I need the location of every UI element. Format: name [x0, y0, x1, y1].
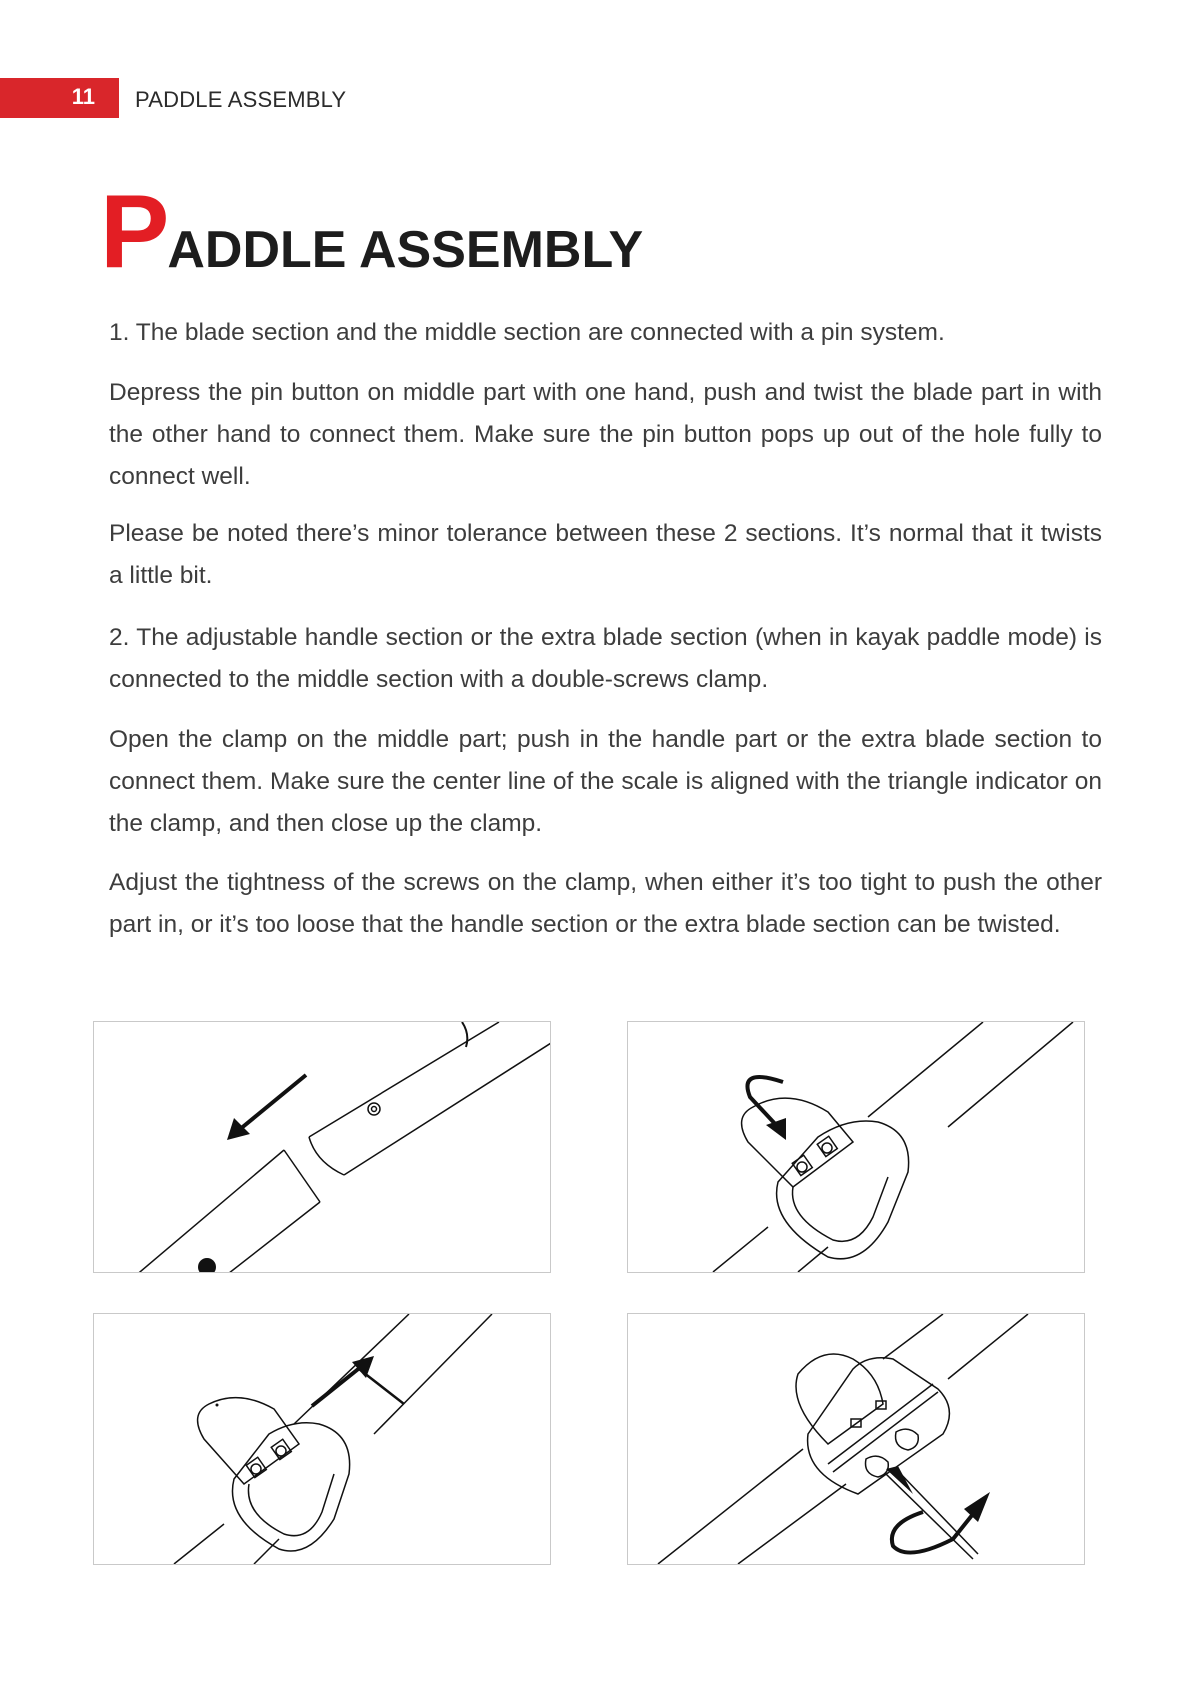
pin-hole-icon — [198, 1258, 216, 1272]
page-number: 11 — [71, 84, 95, 109]
figure-push-in-handle — [93, 1313, 551, 1565]
figure-pin-connection — [93, 1021, 551, 1273]
open-clamp-illustration — [628, 1022, 1084, 1272]
step-2-instructions: Open the clamp on the middle part; push in the handle part or the extra blade section to connect them. Make sure the center line of the scale is aligned with the triangle indicator on the clamp, and then close up the clamp. — [109, 726, 1102, 837]
step-1-heading: 1. The blade section and the middle section are connected with a pin system. — [109, 319, 945, 346]
adjust-screws-illustration — [628, 1314, 1084, 1564]
arrow-down-left-icon — [227, 1075, 306, 1140]
arrow-up-right-icon — [312, 1356, 374, 1406]
title-text: ADDLE ASSEMBLY — [167, 221, 644, 279]
screwdriver-tip-icon — [886, 1466, 913, 1494]
pin-connection-illustration — [94, 1022, 550, 1272]
push-in-handle-illustration — [94, 1314, 550, 1564]
rotate-arrow-icon — [747, 1077, 786, 1140]
step-2-tightness-note: Adjust the tightness of the screws on the clamp, when either it’s too tight to push the other part in, or it’s too loose that the handle section or the extra blade section can be twisted. — [109, 869, 1102, 938]
step-1-instructions: Depress the pin button on middle part with one hand, push and twist the blade part in with the other hand to connect them. Make sure the pin button pops up out of the hole fully to connect well. — [109, 379, 1102, 490]
step-1-tolerance-note: Please be noted there’s minor tolerance between these 2 sections. It’s normal that it twists a little bit. — [109, 520, 1102, 589]
title-initial-letter: P — [100, 174, 170, 290]
page-number-tab — [0, 78, 119, 118]
figure-adjust-screws — [627, 1313, 1085, 1565]
page-title — [100, 174, 644, 290]
rotate-arrow-icon — [892, 1492, 990, 1553]
figure-open-clamp — [627, 1021, 1085, 1273]
step-2-heading: 2. The adjustable handle section or the extra blade section (when in kayak paddle mode) is connected to the middle section with a double-screws clamp. — [109, 624, 1102, 693]
running-header-title: PADDLE ASSEMBLY — [135, 87, 347, 112]
